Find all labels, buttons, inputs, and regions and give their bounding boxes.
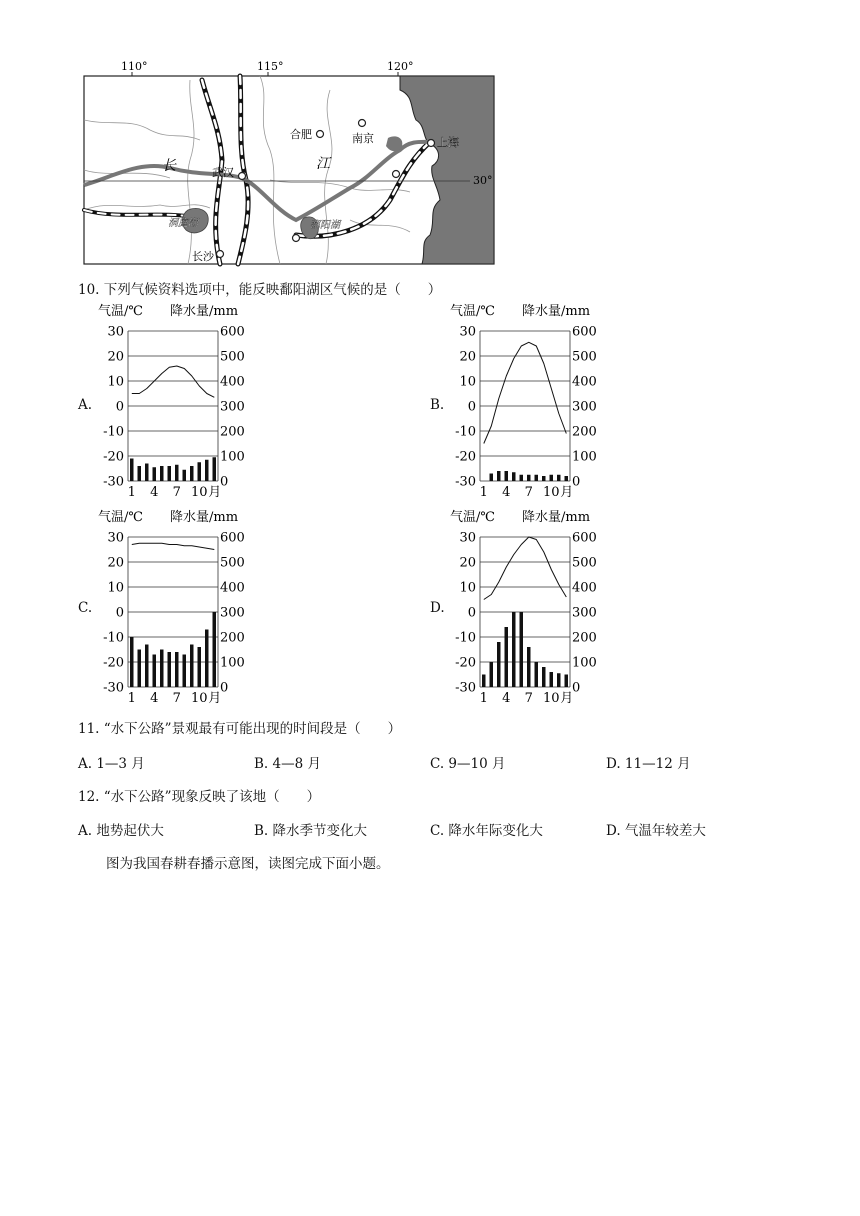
temp-tick-label: 20 — [459, 349, 476, 365]
q11-option-c[interactable]: C. 9—10 月 — [430, 756, 506, 772]
lake-dongting-label: 洞庭湖 — [168, 218, 198, 229]
month-tick-label: 1 — [479, 691, 488, 704]
temp-curve — [132, 366, 215, 397]
precip-bar — [527, 475, 531, 481]
temp-tick-label: 10 — [459, 374, 476, 390]
precip-bar — [213, 612, 217, 687]
lat-30-label: 30° — [473, 174, 493, 187]
city-shanghai: 上海 — [437, 136, 459, 149]
precip-tick-label: 200 — [220, 630, 245, 646]
precip-bar — [520, 475, 524, 481]
precip-bar — [512, 612, 516, 687]
precip-tick-label: 500 — [572, 349, 597, 365]
precip-bar — [497, 642, 501, 687]
temp-tick-label: -30 — [455, 474, 476, 490]
precip-bar — [557, 475, 561, 481]
precip-bar — [550, 475, 554, 481]
temp-tick-label: -30 — [103, 474, 124, 490]
temp-tick-label: 20 — [107, 555, 124, 571]
lake-poyang-label: 鄱阳湖 — [310, 220, 340, 231]
precip-tick-label: 300 — [220, 399, 245, 415]
temp-tick-label: -10 — [455, 630, 476, 646]
lon-110-label: 110° — [121, 60, 148, 73]
precip-bar — [198, 647, 202, 687]
climate-chart-a — [96, 303, 256, 498]
temp-curve — [132, 543, 215, 549]
precip-tick-label: 500 — [572, 555, 597, 571]
temp-tick-label: -20 — [103, 655, 124, 671]
precip-bar — [565, 675, 569, 688]
option-c-letter[interactable]: C. — [78, 600, 93, 616]
temp-tick-label: -20 — [455, 449, 476, 465]
temp-tick-label: 20 — [107, 349, 124, 365]
temp-axis-label: 气温/℃ — [450, 304, 495, 319]
month-tick-label: 10 — [542, 485, 560, 498]
q12-option-b[interactable]: B. 降水季节变化大 — [254, 823, 368, 839]
month-tick-label: 4 — [502, 691, 511, 704]
month-tick-label: 4 — [150, 485, 159, 498]
q11-option-b[interactable]: B. 4—8 月 — [254, 756, 321, 772]
temp-tick-label: 0 — [115, 605, 124, 621]
precip-axis-label: 降水量/mm — [170, 510, 239, 525]
river-char-chang: 长 — [162, 158, 176, 174]
precip-bar — [130, 637, 134, 687]
temp-tick-label: 10 — [459, 580, 476, 596]
option-d-letter[interactable]: D. — [430, 600, 445, 616]
precip-bar — [160, 650, 164, 688]
precip-tick-label: 100 — [220, 655, 245, 671]
precip-bar — [153, 655, 157, 688]
temp-tick-label: -10 — [103, 424, 124, 440]
precip-tick-label: 400 — [220, 374, 245, 390]
climate-chart-b — [448, 303, 608, 498]
temp-tick-label: 0 — [467, 605, 476, 621]
precip-tick-label: 0 — [572, 680, 581, 696]
temp-curve — [484, 342, 567, 443]
precip-bar — [190, 645, 194, 688]
temp-tick-label: -10 — [455, 424, 476, 440]
precip-tick-label: 100 — [572, 449, 597, 465]
temp-tick-label: 10 — [107, 374, 124, 390]
river-char-jiang: 江 — [316, 156, 330, 172]
climate-chart-d — [448, 509, 608, 704]
temp-curve — [484, 537, 567, 600]
precip-bar — [482, 675, 486, 688]
yangtze-region-map — [70, 60, 510, 270]
month-unit-label: 月 — [560, 485, 574, 498]
month-tick-label: 10 — [190, 485, 208, 498]
temp-tick-label: 30 — [459, 530, 476, 546]
precip-tick-label: 200 — [220, 424, 245, 440]
precip-bar — [490, 662, 494, 687]
month-unit-label: 月 — [208, 485, 222, 498]
temp-tick-label: -30 — [455, 680, 476, 696]
precip-bar — [198, 462, 202, 481]
precip-bar — [565, 476, 569, 481]
month-tick-label: 7 — [172, 485, 181, 498]
month-tick-label: 10 — [542, 691, 560, 704]
precip-bar — [520, 612, 524, 687]
temp-tick-label: 30 — [459, 324, 476, 340]
precip-tick-label: 200 — [572, 424, 597, 440]
precip-bar — [550, 672, 554, 687]
precip-bar — [205, 630, 209, 688]
precip-bar — [213, 457, 217, 481]
lon-120-label: 120° — [387, 60, 414, 73]
month-tick-label: 4 — [150, 691, 159, 704]
precip-bar — [527, 647, 531, 687]
precip-bar — [505, 471, 509, 481]
precip-bar — [535, 662, 539, 687]
precip-tick-label: 0 — [220, 680, 229, 696]
month-tick-label: 1 — [127, 691, 136, 704]
city-nanjing: 南京 — [352, 132, 374, 145]
temp-tick-label: 0 — [467, 399, 476, 415]
precip-bar — [175, 465, 179, 481]
temp-tick-label: -30 — [103, 680, 124, 696]
precip-bar — [505, 627, 509, 687]
city-changsha: 长沙 — [192, 250, 214, 263]
option-a-letter[interactable]: A. — [78, 397, 93, 413]
city-hefei: 合肥 — [290, 128, 312, 141]
month-tick-label: 7 — [524, 691, 533, 704]
temp-tick-label: -20 — [103, 449, 124, 465]
month-tick-label: 10 — [190, 691, 208, 704]
precip-tick-label: 300 — [220, 605, 245, 621]
month-tick-label: 1 — [479, 485, 488, 498]
q12-option-d[interactable]: D. 气温年较差大 — [606, 823, 706, 839]
precip-tick-label: 300 — [572, 605, 597, 621]
precip-tick-label: 400 — [572, 374, 597, 390]
temp-tick-label: 10 — [107, 580, 124, 596]
precip-tick-label: 300 — [572, 399, 597, 415]
precip-bar — [145, 645, 149, 688]
lon-115-label: 115° — [257, 60, 284, 73]
precip-tick-label: 0 — [572, 474, 581, 490]
precip-bar — [183, 655, 187, 688]
temp-axis-label: 气温/℃ — [98, 510, 143, 525]
city-wuhan: 武汉 — [212, 166, 234, 179]
q11-stem: 11. “水下公路”景观最有可能出现的时间段是（ ） — [78, 721, 402, 737]
precip-bar — [175, 652, 179, 687]
q11-option-a[interactable]: A. 1—3 月 — [78, 756, 145, 772]
precip-axis-label: 降水量/mm — [170, 304, 239, 319]
temp-tick-label: -10 — [103, 630, 124, 646]
precip-axis-label: 降水量/mm — [522, 510, 591, 525]
month-unit-label: 月 — [560, 691, 574, 704]
month-tick-label: 7 — [172, 691, 181, 704]
precip-axis-label: 降水量/mm — [522, 304, 591, 319]
q12-option-a[interactable]: A. 地势起伏大 — [78, 823, 164, 839]
month-tick-label: 4 — [502, 485, 511, 498]
temp-tick-label: 20 — [459, 555, 476, 571]
precip-tick-label: 600 — [572, 530, 597, 546]
precip-tick-label: 600 — [220, 530, 245, 546]
precip-bar — [145, 464, 149, 482]
temp-tick-label: -20 — [455, 655, 476, 671]
precip-bar — [512, 472, 516, 481]
precip-tick-label: 0 — [220, 474, 229, 490]
precip-bar — [168, 466, 172, 481]
precip-bar — [153, 467, 157, 481]
precip-bar — [542, 667, 546, 687]
temp-tick-label: 30 — [107, 530, 124, 546]
precip-tick-label: 600 — [572, 324, 597, 340]
precip-bar — [542, 476, 546, 481]
precip-tick-label: 500 — [220, 555, 245, 571]
temp-tick-label: 30 — [107, 324, 124, 340]
temp-axis-label: 气温/℃ — [98, 304, 143, 319]
next-section-intro: 图为我国春耕春播示意图，读图完成下面小题。 — [106, 856, 390, 872]
precip-bar — [535, 475, 539, 481]
precip-bar — [138, 466, 142, 481]
precip-tick-label: 400 — [572, 580, 597, 596]
month-tick-label: 1 — [127, 485, 136, 498]
precip-bar — [130, 459, 134, 482]
precip-tick-label: 400 — [220, 580, 245, 596]
precip-bar — [190, 466, 194, 481]
precip-bar — [557, 673, 561, 687]
month-unit-label: 月 — [208, 691, 222, 704]
q10-stem: 10. 下列气候资料选项中，能反映鄱阳湖区气候的是（ ） — [78, 282, 442, 298]
temp-axis-label: 气温/℃ — [450, 510, 495, 525]
q12-stem: 12. “水下公路”现象反映了该地（ ） — [78, 789, 321, 805]
precip-bar — [497, 471, 501, 481]
precip-tick-label: 100 — [572, 655, 597, 671]
climate-chart-c — [96, 509, 256, 704]
precip-tick-label: 200 — [572, 630, 597, 646]
precip-tick-label: 100 — [220, 449, 245, 465]
precip-bar — [160, 466, 164, 481]
q11-option-d[interactable]: D. 11—12 月 — [606, 756, 691, 772]
precip-tick-label: 500 — [220, 349, 245, 365]
precip-tick-label: 600 — [220, 324, 245, 340]
precip-bar — [183, 470, 187, 481]
temp-tick-label: 0 — [115, 399, 124, 415]
precip-bar — [138, 650, 142, 688]
precip-bar — [168, 652, 172, 687]
month-tick-label: 7 — [524, 485, 533, 498]
q12-option-c[interactable]: C. 降水年际变化大 — [430, 823, 543, 839]
precip-bar — [205, 460, 209, 481]
option-b-letter[interactable]: B. — [430, 397, 445, 413]
precip-bar — [490, 474, 494, 482]
